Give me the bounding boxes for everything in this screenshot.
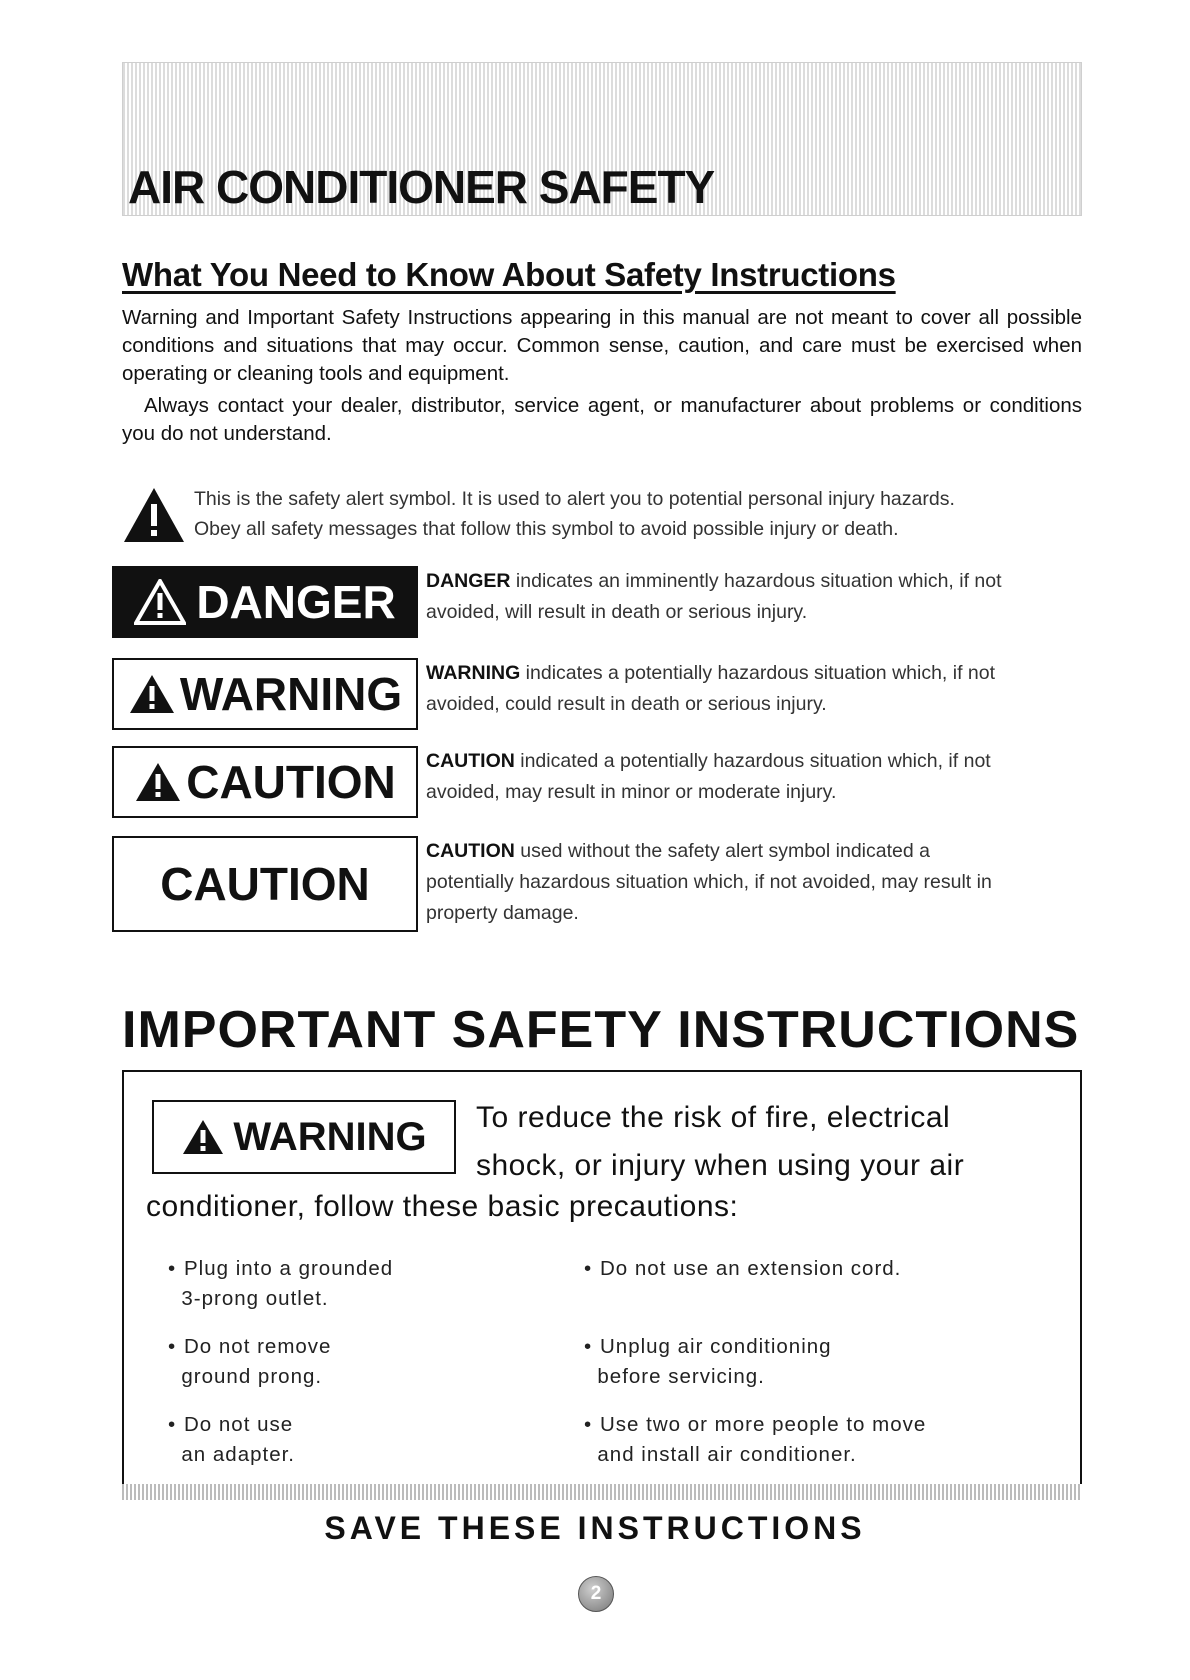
danger-label	[112, 566, 418, 638]
caution-property-label	[112, 836, 418, 932]
warning-keyword: WARNING	[426, 662, 521, 684]
safety-alert-row	[122, 484, 1082, 544]
bullet-icon: •	[584, 1257, 593, 1280]
caution-keyword: CAUTION	[426, 750, 515, 772]
bullet-icon: •	[168, 1335, 177, 1358]
alert-line-2: Obey all safety messages that follow this symbol to avoid possible injury or death.	[194, 518, 899, 540]
intro-paragraph-1: Warning and Important Safety Instructions appearing in this manual are not meant to cover all possible conditions and situations that may occur. Common sense, caution, and care must be exercised when operating or cleaning tools and equipment.	[122, 306, 1082, 385]
bullet-icon: •	[584, 1413, 593, 1436]
precaution-item: • Plug into a grounded 3-prong outlet.	[168, 1254, 393, 1314]
precautions-box	[122, 1070, 1082, 1494]
precaution-item: • Do not use an extension cord.	[584, 1254, 901, 1284]
page-number: 2	[578, 1576, 614, 1612]
section-heading: What You Need to Know About Safety Instructions	[122, 256, 896, 293]
bullet-icon: •	[168, 1257, 177, 1280]
danger-label-text: DANGER	[196, 576, 396, 628]
caution-property-label-text: CAUTION	[160, 858, 370, 910]
danger-keyword: DANGER	[426, 570, 511, 592]
warning-label-text: WARNING	[179, 668, 403, 720]
safety-alert-icon	[122, 486, 186, 544]
box-warning-label	[152, 1100, 456, 1174]
intro-paragraph-2: Always contact your dealer, distributor, service agent, or manufacturer about problems or conditions you do not understand.	[122, 394, 1082, 445]
danger-description: DANGER indicates an imminently hazardous situation which, if not avoided, will result in death or serious injury.	[426, 570, 1002, 623]
banner-title: AIR CONDITIONER SAFETY	[128, 161, 715, 213]
precaution-item: • Unplug air conditioning before servicing.	[584, 1332, 832, 1392]
warning-label	[112, 658, 418, 730]
precautions-lead: To reduce the risk of fire, electrical shock, or injury when using your air	[476, 1101, 965, 1182]
safety-alert-text	[194, 484, 955, 544]
alert-triangle-icon	[134, 579, 186, 625]
save-instructions: SAVE THESE INSTRUCTIONS	[324, 1510, 866, 1546]
caution-label	[112, 746, 418, 818]
caution-label-text: CAUTION	[186, 756, 396, 808]
precaution-item: • Use two or more people to move and install air conditioner.	[584, 1410, 926, 1470]
box-warning-text: WARNING	[233, 1114, 427, 1159]
caution-property-description: CAUTION used without the safety alert symbol indicated a potentially hazardous situation which, if not avoided, may result in property damage.	[426, 840, 992, 924]
alert-line-1: This is the safety alert symbol. It is used to alert you to potential personal injury hazards.	[194, 488, 955, 510]
warning-description: WARNING indicates a potentially hazardous situation which, if not avoided, could result in death or serious injury.	[426, 662, 996, 715]
bullet-icon: •	[168, 1413, 177, 1436]
box-bottom-band	[122, 1484, 1082, 1500]
caution-property-keyword: CAUTION	[426, 840, 515, 862]
alert-triangle-icon	[134, 761, 182, 803]
bullet-icon: •	[584, 1335, 593, 1358]
alert-triangle-icon	[128, 673, 176, 715]
caution-description: CAUTION indicated a potentially hazardous situation which, if not avoided, may result in minor or moderate injury.	[426, 750, 991, 803]
alert-triangle-icon	[181, 1118, 225, 1156]
precaution-item: • Do not remove ground prong.	[168, 1332, 331, 1392]
precaution-item: • Do not use an adapter.	[168, 1410, 295, 1470]
precautions-lead-line3: conditioner, follow these basic precautions:	[146, 1190, 739, 1223]
important-title: IMPORTANT SAFETY INSTRUCTIONS	[122, 1001, 1080, 1059]
